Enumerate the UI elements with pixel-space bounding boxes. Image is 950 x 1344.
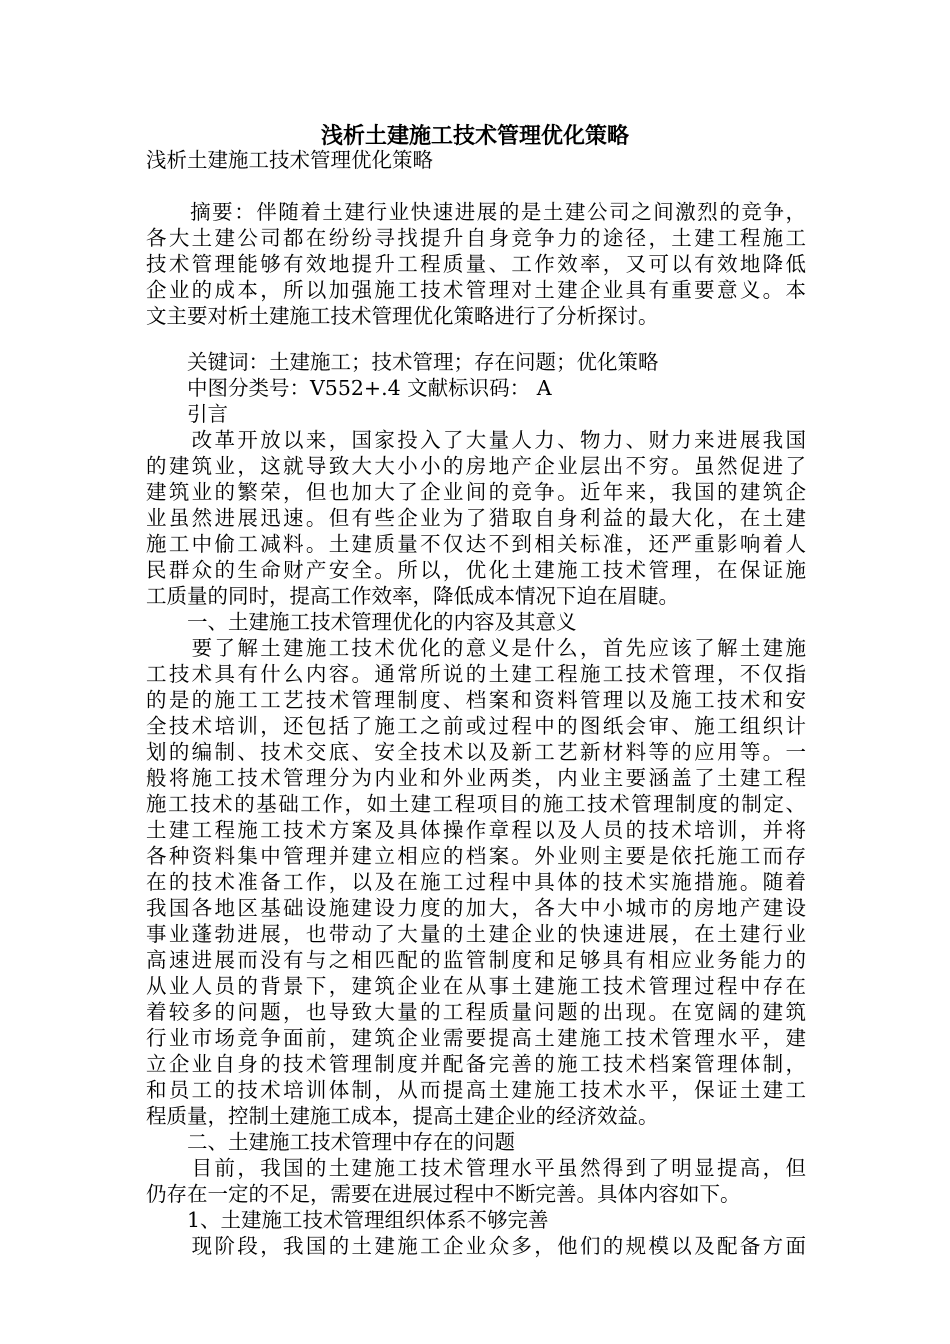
body-line: 高速进展而没有与之相匹配的监管制度和足够具有相应业务能力的: [146, 948, 806, 972]
body-line: 民群众的生命财产安全。所以，优化土建施工技术管理，在保证施: [146, 558, 806, 582]
document-title: 浅析土建施工技术管理优化策略: [320, 123, 629, 149]
abstract-line: 摘要：伴随着土建行业快速进展的是土建公司之间激烈的竞争，: [146, 200, 806, 224]
body-line: 施工技术的基础工作，如土建工程项目的施工技术管理制度的制定、: [146, 792, 806, 816]
body-line: 程质量，控制土建施工成本，提高土建企业的经济效益。: [146, 1104, 659, 1128]
keywords-line: 关键词：土建施工；技术管理；存在问题；优化策略: [146, 350, 659, 374]
subtitle-line: 浅析土建施工技术管理优化策略: [146, 148, 433, 172]
body-line: 现阶段，我国的土建施工企业众多，他们的规模以及配备方面: [146, 1234, 806, 1258]
body-line: 行业市场竞争面前，建筑企业需要提高土建施工技术管理水平，建: [146, 1026, 806, 1050]
section-heading: 引言: [146, 402, 228, 426]
body-line: 改革开放以来，国家投入了大量人力、物力、财力来进展我国: [146, 428, 806, 452]
body-line: 从业人员的背景下，建筑企业在从事土建施工技术管理过程中存在: [146, 974, 806, 998]
abstract-line: 企业的成本，所以加强施工技术管理对土建企业具有重要意义。本: [146, 278, 806, 302]
body-line: 建筑业的繁荣，但也加大了企业间的竞争。近年来，我国的建筑企: [146, 480, 806, 504]
body-line: 工技术具有什么内容。通常所说的土建工程施工技术管理，不仅指: [146, 662, 806, 686]
body-line: 各种资料集中管理并建立相应的档案。外业则主要是依托施工而存: [146, 844, 806, 868]
body-line: 土建工程施工技术方案及具体操作章程以及人员的技术培训，并将: [146, 818, 806, 842]
section-heading: 一、土建施工技术管理优化的内容及其意义: [146, 610, 577, 634]
subsection-heading: 1、土建施工技术管理组织体系不够完善: [146, 1208, 549, 1232]
abstract-line: 各大土建公司都在纷纷寻找提升自身竞争力的途径，土建工程施工: [146, 226, 806, 250]
body-line: 立企业自身的技术管理制度并配备完善的施工技术档案管理体制，: [146, 1052, 806, 1076]
body-line: 我国各地区基础设施建设力度的加大，各大中小城市的房地产建设: [146, 896, 806, 920]
body-line: 的建筑业，这就导致大大小小的房地产企业层出不穷。虽然促进了: [146, 454, 806, 478]
section-heading: 二、土建施工技术管理中存在的问题: [146, 1130, 515, 1154]
body-line: 着较多的问题，也导致大量的工程质量问题的出现。在宽阔的建筑: [146, 1000, 806, 1024]
body-line: 施工中偷工减料。土建质量不仅达不到相关标准，还严重影响着人: [146, 532, 806, 556]
body-line: 业虽然进展迅速。但有些企业为了猎取自身利益的最大化，在土建: [146, 506, 806, 530]
body-line: 事业蓬勃进展，也带动了大量的土建企业的快速进展，在土建行业: [146, 922, 806, 946]
classification-line: 中图分类号：V552+.4 文献标识码： A: [146, 376, 552, 400]
body-line: 全技术培训，还包括了施工之前或过程中的图纸会审、施工组织计: [146, 714, 806, 738]
body-line: 要了解土建施工技术优化的意义是什么，首先应该了解土建施: [146, 636, 806, 660]
body-line: 仍存在一定的不足，需要在进展过程中不断完善。具体内容如下。: [146, 1182, 741, 1206]
abstract-line: 文主要对析土建施工技术管理优化策略进行了分析探讨。: [146, 304, 659, 328]
body-line: 的是的施工工艺技术管理制度、档案和资料管理以及施工技术和安: [146, 688, 806, 712]
abstract-line: 技术管理能够有效地提升工程质量、工作效率，又可以有效地降低: [146, 252, 806, 276]
body-line: 目前，我国的土建施工技术管理水平虽然得到了明显提高，但: [146, 1156, 806, 1180]
body-line: 工质量的同时，提高工作效率，降低成本情况下迫在眉睫。: [146, 584, 679, 608]
body-line: 般将施工技术管理分为内业和外业两类，内业主要涵盖了土建工程: [146, 766, 806, 790]
body-line: 划的编制、技术交底、安全技术以及新工艺新材料等的应用等。一: [146, 740, 806, 764]
body-line: 和员工的技术培训体制，从而提高土建施工技术水平，保证土建工: [146, 1078, 806, 1102]
body-line: 在的技术准备工作，以及在施工过程中具体的技术实施措施。随着: [146, 870, 806, 894]
